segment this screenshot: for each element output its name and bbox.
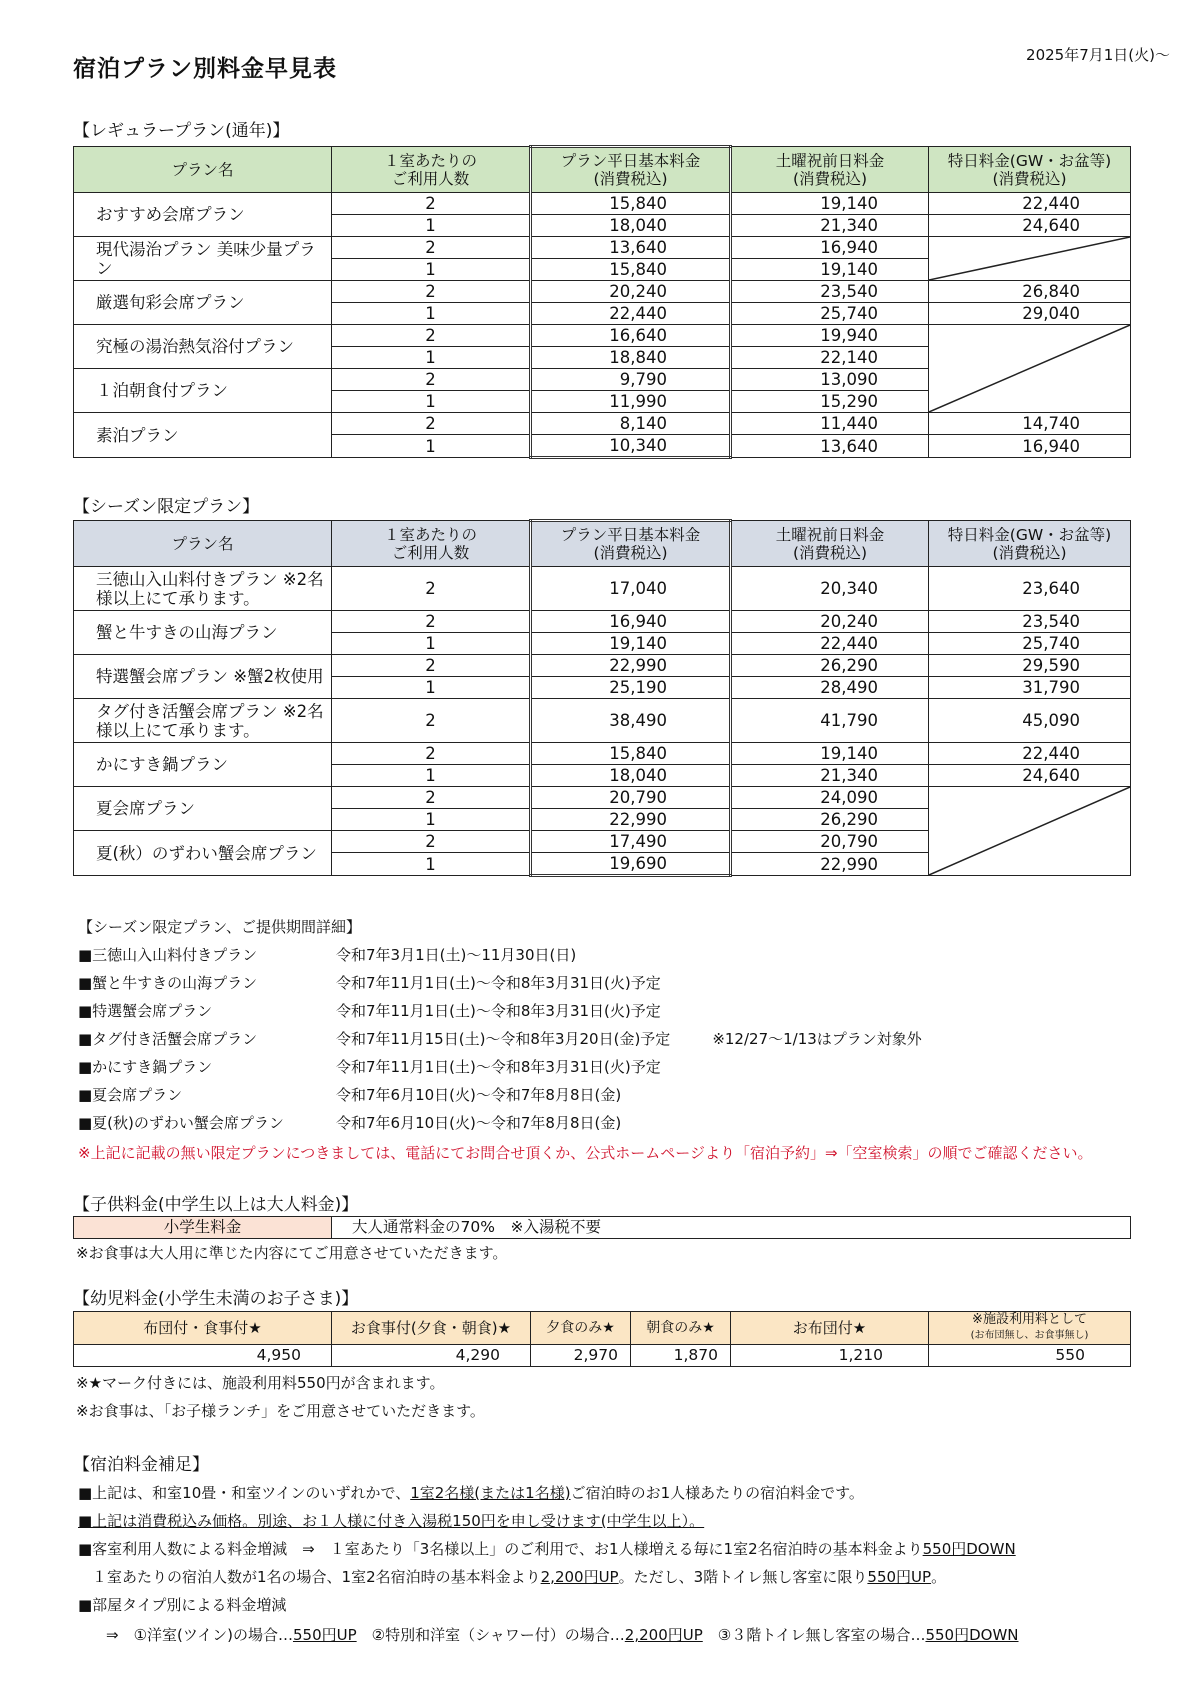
header-people: １室あたりの ご利用人数 [332,521,531,567]
weekday-price: 38,490 [531,699,731,743]
saturday-price: 21,340 [731,765,929,787]
plan-name: １泊朝食付プラン [74,369,332,413]
special-price: 14,740 [929,413,1131,435]
period-item [78,1112,621,1133]
saturday-price: 20,340 [731,567,929,611]
header-weekday: プラン平日基本料金 (消費税込) [531,147,731,193]
special-price: 29,590 [929,655,1131,677]
child-fee-note: ※お食事は大人用に準じた内容にてご用意させていただきます。 [76,1244,508,1262]
weekday-price: 18,840 [531,347,731,369]
period-dates: 令和7年11月15日(土)～令和8年3月20日(金)予定 [336,1030,671,1048]
special-price: 24,640 [929,765,1131,787]
period-note: ※12/27～1/13はプラン対象外 [712,1030,922,1048]
table-row [74,655,1131,677]
infant-header-facility-line2: (お布団無し、お食事無し) [970,1330,1089,1341]
plan-name: タグ付き活蟹会席プラン ※2名様以上にて承ります。 [74,699,332,743]
period-dates: 令和7年6月10日(火)～令和7年8月8日(金) [336,1086,622,1104]
period-item [78,972,661,993]
people-count: 2 [332,611,531,633]
people-count: 2 [332,325,531,347]
people-count: 2 [332,281,531,303]
special-price: 22,440 [929,193,1131,215]
weekday-price: 16,640 [531,325,731,347]
weekday-price: 25,190 [531,677,731,699]
child-fee-table [73,1216,1131,1239]
period-dates: 令和7年6月10日(火)～令和7年8月8日(金) [336,1114,622,1132]
season-plan-title: 【シーズン限定プラン】 [73,497,260,517]
saturday-price: 25,740 [731,303,929,325]
regular-plan-table [73,145,1131,459]
infant-header-breakfast: 朝食のみ★ [631,1312,731,1345]
header-special: 特日料金(GW・お盆等) (消費税込) [929,521,1131,567]
saturday-price: 22,440 [731,633,929,655]
limited-plan-note: ※上記に記載の無い限定プランにつきましては、電話にてお問合せ頂くか、公式ホームページより「宿泊予約」⇒「空室検索」の順でご確認ください。 [78,1144,1093,1162]
special-price: 16,940 [929,435,1131,458]
saturday-price: 26,290 [731,655,929,677]
people-count: 2 [332,193,531,215]
weekday-price: 16,940 [531,611,731,633]
saturday-price: 20,240 [731,611,929,633]
plan-name: 三徳山入山料付きプラン ※2名様以上にて承ります。 [74,567,332,611]
plan-name: 素泊プラン [74,413,332,458]
saturday-price: 16,940 [731,237,929,259]
saturday-price: 28,490 [731,677,929,699]
weekday-price: 17,490 [531,831,731,853]
infant-header-futon: お布団付★ [731,1312,929,1345]
weekday-price: 18,040 [531,765,731,787]
infant-header-meal: お食事付(夕食・朝食)★ [332,1312,531,1345]
people-count: 1 [332,303,531,325]
people-count: 2 [332,413,531,435]
special-price: 31,790 [929,677,1131,699]
infant-value-dinner: 2,970 [531,1345,631,1367]
period-dates: 令和7年11月1日(土)～令和8年3月31日(火)予定 [336,974,661,992]
table-row [74,281,1131,303]
period-item [78,1028,922,1049]
header-special: 特日料金(GW・お盆等) (消費税込) [929,147,1131,193]
not-applicable-cell [929,325,1131,413]
period-item [78,944,576,965]
weekday-price: 8,140 [531,413,731,435]
infant-value-meal: 4,290 [332,1345,531,1367]
infant-note-1: ※★マーク付きには、施設利用料550円が含まれます。 [76,1374,445,1392]
infant-header-dinner: 夕食のみ★ [531,1312,631,1345]
special-price: 23,540 [929,611,1131,633]
saturday-price: 13,090 [731,369,929,391]
not-applicable-cell [929,787,1131,876]
period-plan-name: ■夏(秋)のずわい蟹会席プラン [78,1114,284,1132]
plan-name: 究極の湯治熱気浴付プラン [74,325,332,369]
saturday-price: 22,990 [731,853,929,876]
saturday-price: 24,090 [731,787,929,809]
period-dates: 令和7年11月1日(土)～令和8年3月31日(火)予定 [336,1058,661,1076]
weekday-price: 9,790 [531,369,731,391]
people-count: 2 [332,369,531,391]
people-count: 1 [332,853,531,876]
periods-title: 【シーズン限定プラン、ご提供期間詳細】 [78,918,362,936]
people-count: 1 [332,677,531,699]
child-fee-label: 小学生料金 [74,1217,332,1239]
effective-date: 2025年7月1日(火)～ [1026,46,1170,64]
period-plan-name: ■夏会席プラン [78,1086,183,1104]
special-price: 29,040 [929,303,1131,325]
infant-note-2: ※お食事は、「お子様ランチ」をご用意させていただきます。 [76,1402,485,1420]
supplement-line-3: ■客室利用人数による料金増減 ⇒ １室あたり「3名様以上」のご利用で、お1人様増える毎に1室2名宿泊時の基本料金より550円DOWN [78,1540,1016,1558]
header-plan-name: プラン名 [74,147,332,193]
table-row [74,325,1131,347]
saturday-price: 26,290 [731,809,929,831]
period-plan-name: ■特選蟹会席プラン [78,1002,213,1020]
saturday-price: 22,140 [731,347,929,369]
people-count: 1 [332,215,531,237]
plan-name: かにすき鍋プラン [74,743,332,787]
header-people: １室あたりの ご利用人数 [332,147,531,193]
saturday-price: 19,140 [731,259,929,281]
people-count: 1 [332,633,531,655]
plan-name: 蟹と牛すきの山海プラン [74,611,332,655]
weekday-price: 15,840 [531,259,731,281]
infant-header-futon-meal: 布団付・食事付★ [74,1312,332,1345]
special-price: 22,440 [929,743,1131,765]
table-row [74,567,1131,611]
period-item [78,1000,661,1021]
saturday-price: 21,340 [731,215,929,237]
people-count: 1 [332,347,531,369]
period-plan-name: ■三徳山入山料付きプラン [78,946,258,964]
supplement-line-2: ■上記は消費税込み価格。別途、お１人様に付き入湯税150円を申し受けます(中学生以上）。 [78,1512,705,1530]
saturday-price: 19,140 [731,193,929,215]
saturday-price: 13,640 [731,435,929,458]
supplement-line-1: ■上記は、和室10畳・和室ツインのいずれかで、1室2名様(または1名様)ご宿泊時のお1人様あたりの宿泊料金です。 [78,1484,864,1502]
special-price: 45,090 [929,699,1131,743]
special-price: 23,640 [929,567,1131,611]
period-plan-name: ■かにすき鍋プラン [78,1058,213,1076]
saturday-price: 20,790 [731,831,929,853]
regular-plan-title: 【レギュラープラン(通年)】 [73,121,290,141]
weekday-price: 19,140 [531,633,731,655]
people-count: 1 [332,259,531,281]
infant-header-facility [929,1312,1131,1345]
table-row [74,743,1131,765]
period-item [78,1056,661,1077]
people-count: 2 [332,237,531,259]
saturday-price: 19,940 [731,325,929,347]
child-fee-title: 【子供料金(中学生以上は大人料金)】 [73,1195,359,1215]
weekday-price: 20,790 [531,787,731,809]
weekday-price: 11,990 [531,391,731,413]
period-item [78,1084,621,1105]
period-dates: 令和7年11月1日(土)～令和8年3月31日(火)予定 [336,1002,661,1020]
people-count: 2 [332,655,531,677]
not-applicable-cell [929,237,1131,281]
header-saturday: 土曜祝前日料金 (消費税込) [731,521,929,567]
people-count: 1 [332,435,531,458]
weekday-price: 13,640 [531,237,731,259]
plan-name: 夏(秋）のずわい蟹会席プラン [74,831,332,876]
weekday-price: 17,040 [531,567,731,611]
saturday-price: 19,140 [731,743,929,765]
people-count: 1 [332,391,531,413]
special-price: 24,640 [929,215,1131,237]
plan-name: 夏会席プラン [74,787,332,831]
saturday-price: 11,440 [731,413,929,435]
infant-fee-title: 【幼児料金(小学生未満のお子さま)】 [73,1289,359,1309]
people-count: 2 [332,787,531,809]
child-fee-value: 大人通常料金の70% ※入湯税不要 [332,1217,1131,1239]
table-row [74,787,1131,809]
people-count: 2 [332,699,531,743]
weekday-price: 15,840 [531,193,731,215]
supplement-line-6: ⇒ ①洋室(ツイン)の場合…550円UP ②特別和洋室（シャワー付）の場合…2,200円UP ③３階トイレ無し客室の場合…550円DOWN [106,1626,1019,1644]
page-title: 宿泊プラン別料金早見表 [73,56,337,82]
plan-name: 特選蟹会席プラン ※蟹2枚使用 [74,655,332,699]
weekday-price: 18,040 [531,215,731,237]
supplement-title: 【宿泊料金補足】 [73,1455,209,1475]
saturday-price: 23,540 [731,281,929,303]
weekday-price: 10,340 [531,435,731,458]
special-price: 26,840 [929,281,1131,303]
weekday-price: 22,990 [531,809,731,831]
header-saturday: 土曜祝前日料金 (消費税込) [731,147,929,193]
plan-name: 現代湯治プラン 美味少量プラン [74,237,332,281]
header-plan-name: プラン名 [74,521,332,567]
table-row [74,193,1131,215]
season-plan-table [73,519,1131,877]
people-count: 2 [332,567,531,611]
plan-name: 厳選旬彩会席プラン [74,281,332,325]
table-row [74,413,1131,435]
infant-value-facility: 550 [929,1345,1131,1367]
weekday-price: 20,240 [531,281,731,303]
supplement-line-5: ■部屋タイプ別による料金増減 [78,1596,287,1614]
infant-fee-table [73,1311,1131,1367]
people-count: 1 [332,809,531,831]
period-dates: 令和7年3月1日(土)～11月30日(日) [336,946,577,964]
people-count: 2 [332,743,531,765]
infant-header-facility-line1: ※施設利用料として [972,1312,1087,1327]
weekday-price: 22,990 [531,655,731,677]
people-count: 2 [332,831,531,853]
people-count: 1 [332,765,531,787]
weekday-price: 15,840 [531,743,731,765]
special-price: 25,740 [929,633,1131,655]
infant-value-breakfast: 1,870 [631,1345,731,1367]
weekday-price: 22,440 [531,303,731,325]
table-row [74,237,1131,259]
saturday-price: 41,790 [731,699,929,743]
period-plan-name: ■蟹と牛すきの山海プラン [78,974,258,992]
header-weekday: プラン平日基本料金 (消費税込) [531,521,731,567]
table-row [74,699,1131,743]
infant-value-futon: 1,210 [731,1345,929,1367]
infant-value-futon-meal: 4,950 [74,1345,332,1367]
weekday-price: 19,690 [531,853,731,876]
table-row [74,611,1131,633]
period-plan-name: ■タグ付き活蟹会席プラン [78,1030,258,1048]
supplement-line-4: １室あたりの宿泊人数が1名の場合、1室2名宿泊時の基本料金より2,200円UP。ただし、3階トイレ無し客室に限り550円UP。 [92,1568,947,1586]
plan-name: おすすめ会席プラン [74,193,332,237]
saturday-price: 15,290 [731,391,929,413]
